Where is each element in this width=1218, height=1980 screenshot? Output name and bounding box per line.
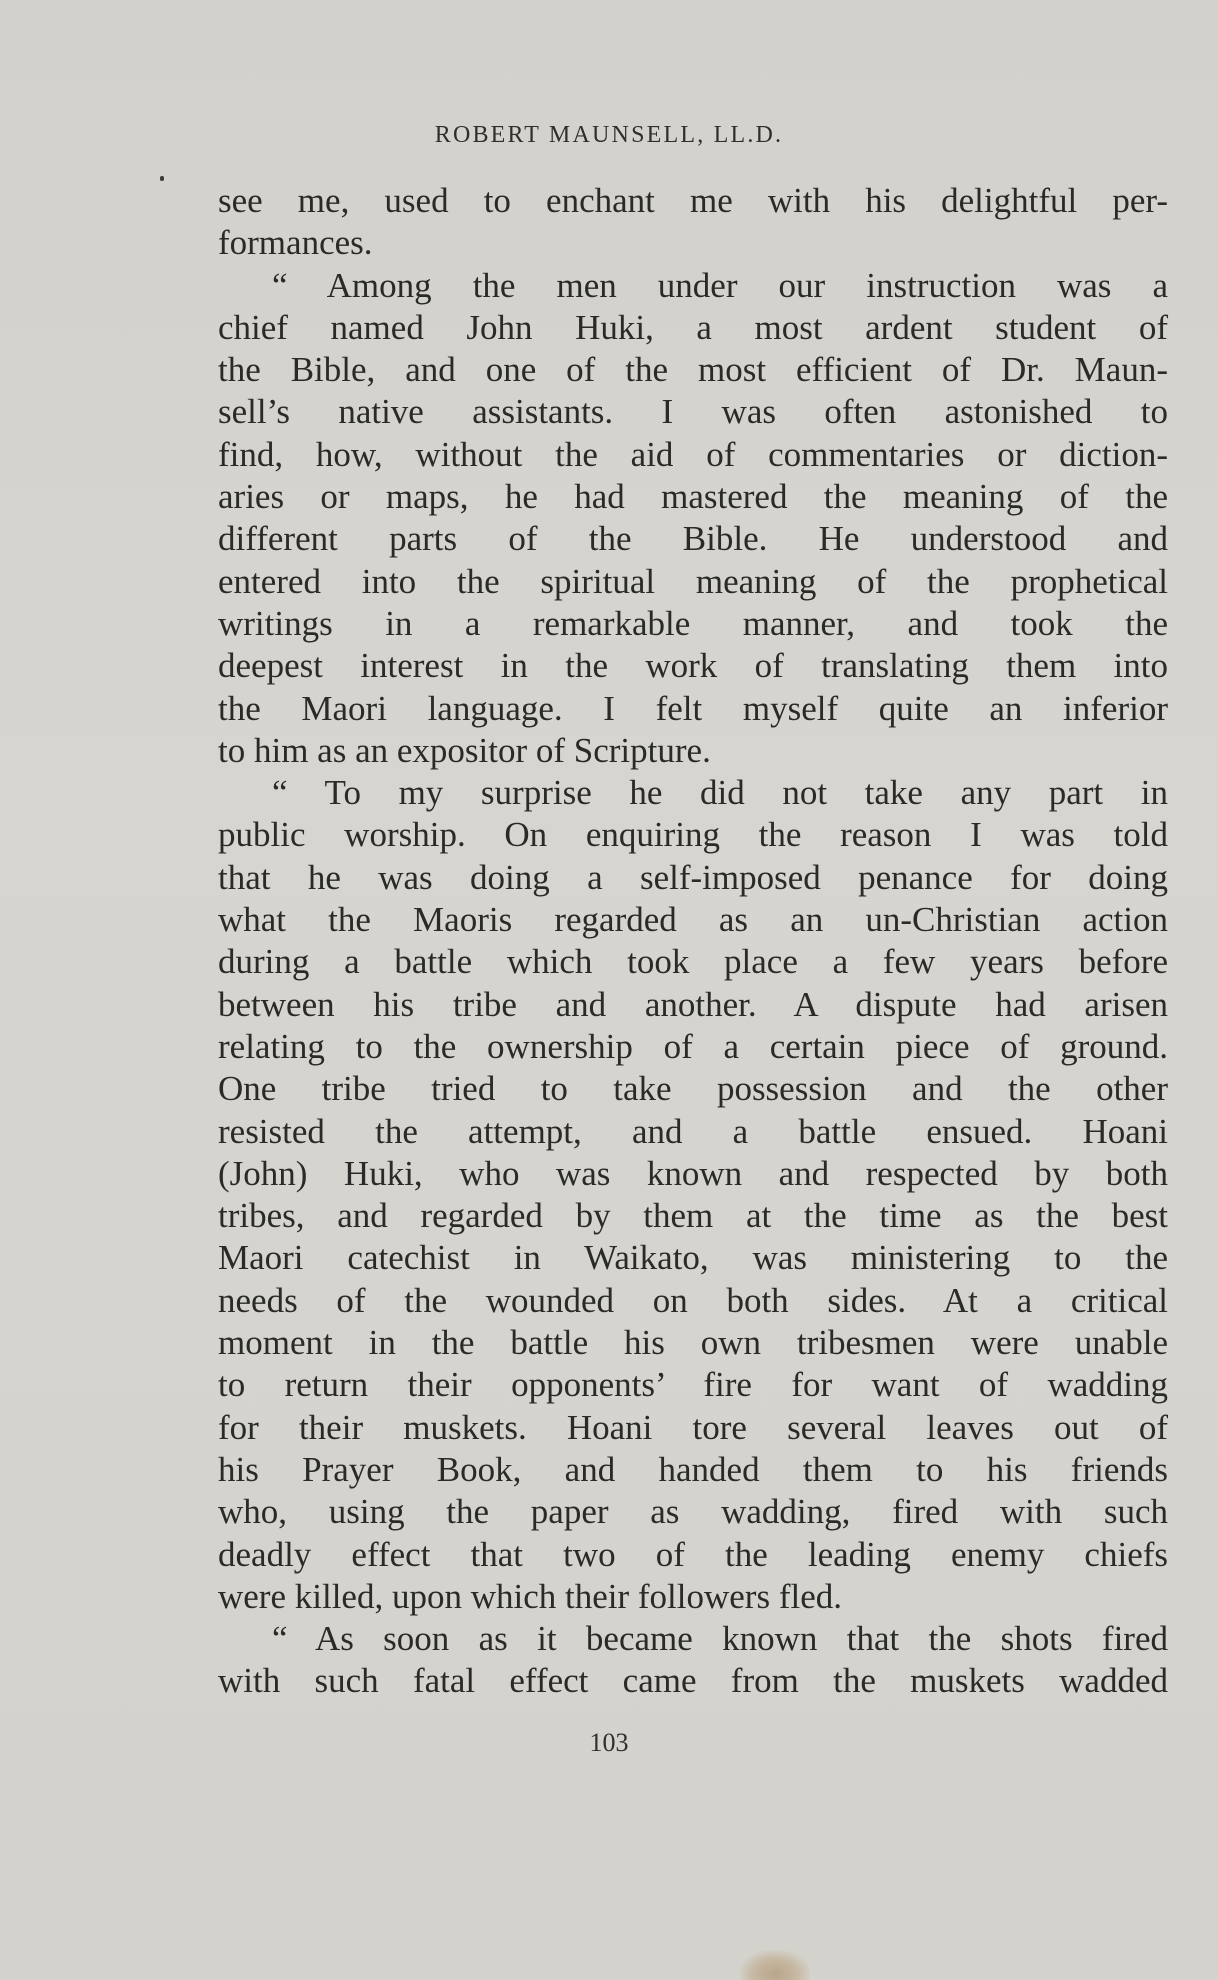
text-line: see me, used to enchant me with his delightful per- [218, 181, 1168, 220]
ink-speck [160, 176, 164, 181]
text-line: “ Among the men under our instruction was a [272, 265, 1168, 305]
text-line: deepest interest in the work of translating them into [218, 646, 1168, 686]
text-line: to him as an expositor of Scripture. [218, 730, 711, 770]
text-line: public worship. On enquiring the reason I was told [218, 815, 1168, 855]
text-line: were killed, upon which their followers fled. [218, 1576, 842, 1616]
text-line: to return their opponents’ fire for want of wadding [218, 1365, 1168, 1405]
text-line: the Maori language. I felt myself quite an inferior [218, 688, 1168, 728]
text-line: find, how, without the aid of commentaries or diction- [218, 434, 1168, 474]
text-line: formances. [218, 223, 373, 263]
text-line: the Bible, and one of the most efficient of Dr. Maun- [218, 350, 1168, 390]
text-line: writings in a remarkable manner, and took the [218, 603, 1168, 643]
text-line: during a battle which took place a few years before [218, 942, 1168, 982]
text-line: chief named John Huki, a most ardent student of [218, 307, 1168, 347]
text-line: different parts of the Bible. He understood and [218, 519, 1168, 559]
text-line: tribes, and regarded by them at the time as the best [218, 1196, 1168, 1236]
text-line: Maori catechist in Waikato, was ministering to the [218, 1238, 1168, 1278]
text-line: who, using the paper as wadding, fired with such [218, 1492, 1168, 1532]
text-line: with such fatal effect came from the muskets wadded [218, 1661, 1168, 1701]
text-line: resisted the attempt, and a battle ensued. Hoani [218, 1111, 1168, 1151]
text-line: One tribe tried to take possession and the other [218, 1069, 1168, 1109]
text-line: what the Maoris regarded as an un-Christian action [218, 900, 1168, 940]
page-number: 103 [589, 1728, 629, 1757]
text-line: sell’s native assistants. I was often astonished to [218, 392, 1168, 432]
text-line: that he was doing a self-imposed penance for doing [218, 857, 1168, 897]
paper-stain [740, 1950, 810, 1980]
text-line: his Prayer Book, and handed them to his friends [218, 1449, 1168, 1489]
body-text [218, 180, 1168, 1703]
text-line: entered into the spiritual meaning of the prophetical [218, 561, 1168, 601]
text-line: between his tribe and another. A dispute had arisen [218, 984, 1168, 1024]
text-line: aries or maps, he had mastered the meaning of the [218, 477, 1168, 517]
text-line: for their muskets. Hoani tore several leaves out of [218, 1407, 1168, 1447]
text-line: deadly effect that two of the leading enemy chiefs [218, 1534, 1168, 1574]
text-line: needs of the wounded on both sides. At a critical [218, 1280, 1168, 1320]
text-line: “ As soon as it became known that the shots fired [272, 1619, 1168, 1659]
text-line: moment in the battle his own tribesmen were unable [218, 1323, 1168, 1363]
text-line: (John) Huki, who was known and respected by both [218, 1153, 1168, 1193]
text-line: “ To my surprise he did not take any part in [272, 773, 1168, 813]
running-head: ROBERT MAUNSELL, LL.D. [434, 122, 784, 148]
text-line: relating to the ownership of a certain piece of ground. [218, 1026, 1168, 1066]
